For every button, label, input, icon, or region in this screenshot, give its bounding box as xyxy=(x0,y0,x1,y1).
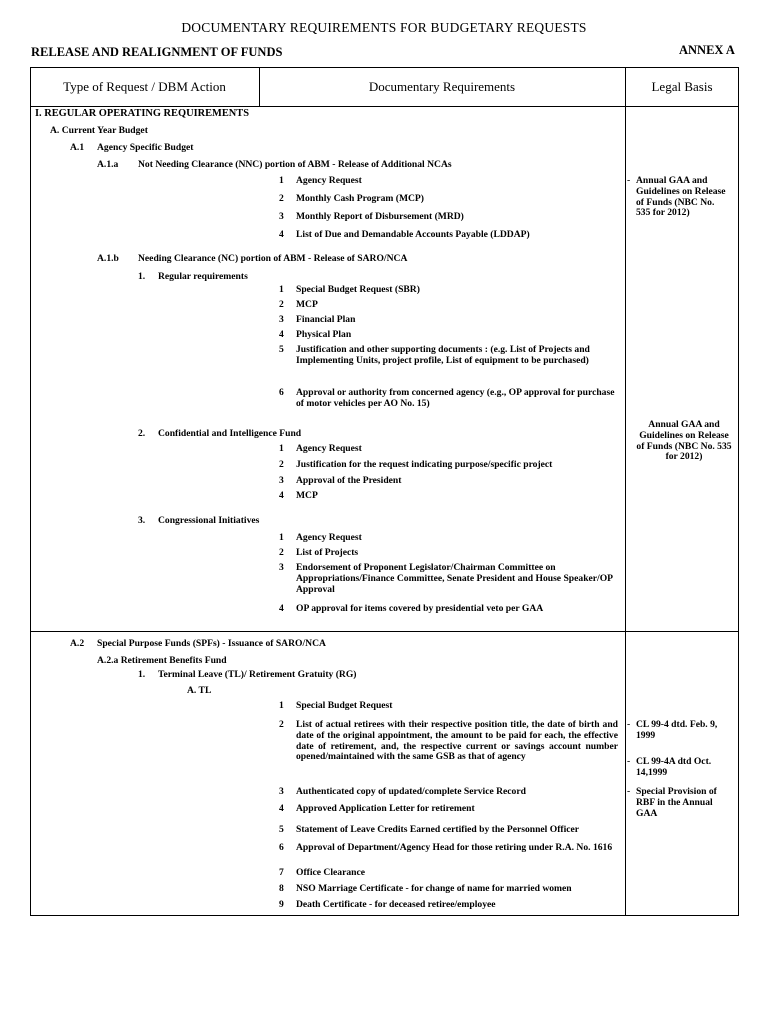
legal-basis-dash: - xyxy=(627,756,631,767)
list-item-number: 3 xyxy=(279,475,284,486)
list-item: Approval of Department/Agency Head for those retiring under R.A. No. 1616 xyxy=(296,842,613,853)
list-item-number: 5 xyxy=(279,824,284,835)
confidential-intelligence-fund: Confidential and Intelligence Fund xyxy=(158,428,302,439)
list-item: Justification and other supporting documents : (e.g. List of Projects and Implementing Units, project profile, List of equipment to be purchased) xyxy=(296,344,590,366)
list-item: Special Budget Request (SBR) xyxy=(296,284,420,295)
list-item-number: 6 xyxy=(279,387,284,398)
list-item: Death Certificate - for deceased retiree/employee xyxy=(296,899,496,910)
sub1-number: 1. xyxy=(138,271,146,282)
list-item-number: 9 xyxy=(279,899,284,910)
legal-basis-gaa-2: Annual GAA and Guidelines on Release of Funds (NBC No. 535 for 2012) xyxy=(636,419,732,463)
a1a-number: A.1.a xyxy=(97,159,119,170)
list-item: MCP xyxy=(296,299,318,310)
list-item-number: 8 xyxy=(279,883,284,894)
a1-number: A.1 xyxy=(70,142,85,153)
list-item-number: 4 xyxy=(279,803,284,814)
list-item-number: 7 xyxy=(279,867,284,878)
list-item-number: 3 xyxy=(279,786,284,797)
legal-basis-dash: - xyxy=(627,175,631,186)
list-item: MCP xyxy=(296,490,318,501)
regular-requirements: Regular requirements xyxy=(158,271,248,282)
a1b-number: A.1.b xyxy=(97,253,119,264)
legal-basis-cl99-4a: CL 99-4A dtd Oct. 14,1999 xyxy=(636,756,712,778)
list-item: Office Clearance xyxy=(296,867,365,878)
section-regular-operating: I. REGULAR OPERATING REQUIREMENTS xyxy=(35,108,249,119)
section-divider xyxy=(30,631,739,632)
column-header-legal: Legal Basis xyxy=(651,79,713,94)
list-item: OP approval for items covered by presidential veto per GAA xyxy=(296,603,544,614)
list-item: Agency Request xyxy=(296,443,362,454)
list-item: Monthly Report of Disbursement (MRD) xyxy=(296,211,464,222)
list-item: Monthly Cash Program (MCP) xyxy=(296,193,424,204)
legal-basis-dash: - xyxy=(627,719,631,730)
list-item-number: 6 xyxy=(279,842,284,853)
list-item-number: 4 xyxy=(279,490,284,501)
list-item: Endorsement of Proponent Legislator/Chairman Committee on Appropriations/Finance Committee, Senate President and House Speaker/OP Approval xyxy=(296,562,613,595)
list-item: List of Due and Demandable Accounts Payable (LDDAP) xyxy=(296,229,530,240)
list-item-number: 3 xyxy=(279,562,284,573)
header-divider xyxy=(30,106,739,107)
list-item: NSO Marriage Certificate - for change of name for married women xyxy=(296,883,572,894)
special-purpose-funds: Special Purpose Funds (SPFs) - Issuance of SARO/NCA xyxy=(97,638,326,649)
list-item: List of Projects xyxy=(296,547,359,558)
sub3-number: 3. xyxy=(138,515,146,526)
column-header-type: Type of Request / DBM Action xyxy=(63,79,226,94)
list-item: Agency Request xyxy=(296,532,362,543)
a1a-title: Not Needing Clearance (NNC) portion of ABM - Release of Additional NCAs xyxy=(138,159,452,170)
column-divider-2 xyxy=(625,67,626,916)
sub2-number: 2. xyxy=(138,428,146,439)
list-item: Agency Request xyxy=(296,175,362,186)
document-title: DOCUMENTARY REQUIREMENTS FOR BUDGETARY REQUESTS xyxy=(181,20,587,35)
list-item: Authenticated copy of updated/complete Service Record xyxy=(296,786,526,797)
list-item: Financial Plan xyxy=(296,314,356,325)
list-item-number: 1 xyxy=(279,175,284,186)
tl-heading: A. TL xyxy=(187,685,212,696)
list-item: List of actual retirees with their respective position title, the date of birth and date of the original appointment, the amount to be paid for each, the effective date of retirement, and, the respective current or savings account number opened/maintained with the same GSB as that of agency xyxy=(296,719,618,763)
terminal-leave-retirement-gratuity: Terminal Leave (TL)/ Retirement Gratuity (RG) xyxy=(158,669,357,680)
current-year-budget: A. Current Year Budget xyxy=(50,125,148,136)
list-item: Approved Application Letter for retirement xyxy=(296,803,475,814)
r1-number: 1. xyxy=(138,669,146,680)
list-item: Special Budget Request xyxy=(296,700,393,711)
list-item-number: 4 xyxy=(279,603,284,614)
list-item-number: 2 xyxy=(279,299,284,310)
column-header-docs: Documentary Requirements xyxy=(368,79,516,94)
list-item-number: 4 xyxy=(279,229,284,240)
legal-basis-gaa: Annual GAA and Guidelines on Release of Funds (NBC No. 535 for 2012) xyxy=(636,175,726,219)
list-item: Approval of the President xyxy=(296,475,402,486)
legal-basis-rbf-provision: Special Provision of RBF in the Annual GAA xyxy=(636,786,717,819)
retirement-benefits-fund: A.2.a Retirement Benefits Fund xyxy=(97,655,227,666)
list-item-number: 2 xyxy=(279,719,284,730)
congressional-initiatives: Congressional Initiatives xyxy=(158,515,260,526)
list-item-number: 2 xyxy=(279,547,284,558)
annex-label: ANNEX A xyxy=(679,43,735,57)
agency-specific-budget: Agency Specific Budget xyxy=(97,142,194,153)
legal-basis-dash: - xyxy=(627,786,631,797)
list-item-number: 1 xyxy=(279,532,284,543)
list-item-number: 2 xyxy=(279,193,284,204)
legal-basis-cl99-4: CL 99-4 dtd. Feb. 9, 1999 xyxy=(636,719,718,741)
list-item-number: 5 xyxy=(279,344,284,355)
list-item-number: 1 xyxy=(279,700,284,711)
list-item-number: 2 xyxy=(279,459,284,470)
list-item-number: 3 xyxy=(279,211,284,222)
list-item-number: 1 xyxy=(279,284,284,295)
list-item-number: 4 xyxy=(279,329,284,340)
a1b-title: Needing Clearance (NC) portion of ABM - Release of SARO/NCA xyxy=(138,253,408,264)
list-item: Approval or authority from concerned agency (e.g., OP approval for purchase of motor vehicles per AO No. 15) xyxy=(296,387,615,409)
a2-number: A.2 xyxy=(70,638,85,649)
list-item: Physical Plan xyxy=(296,329,352,340)
document-subtitle: RELEASE AND REALIGNMENT OF FUNDS xyxy=(31,45,283,59)
list-item-number: 1 xyxy=(279,443,284,454)
list-item-number: 3 xyxy=(279,314,284,325)
list-item: Justification for the request indicating purpose/specific project xyxy=(296,459,553,470)
list-item: Statement of Leave Credits Earned certified by the Personnel Officer xyxy=(296,824,580,835)
